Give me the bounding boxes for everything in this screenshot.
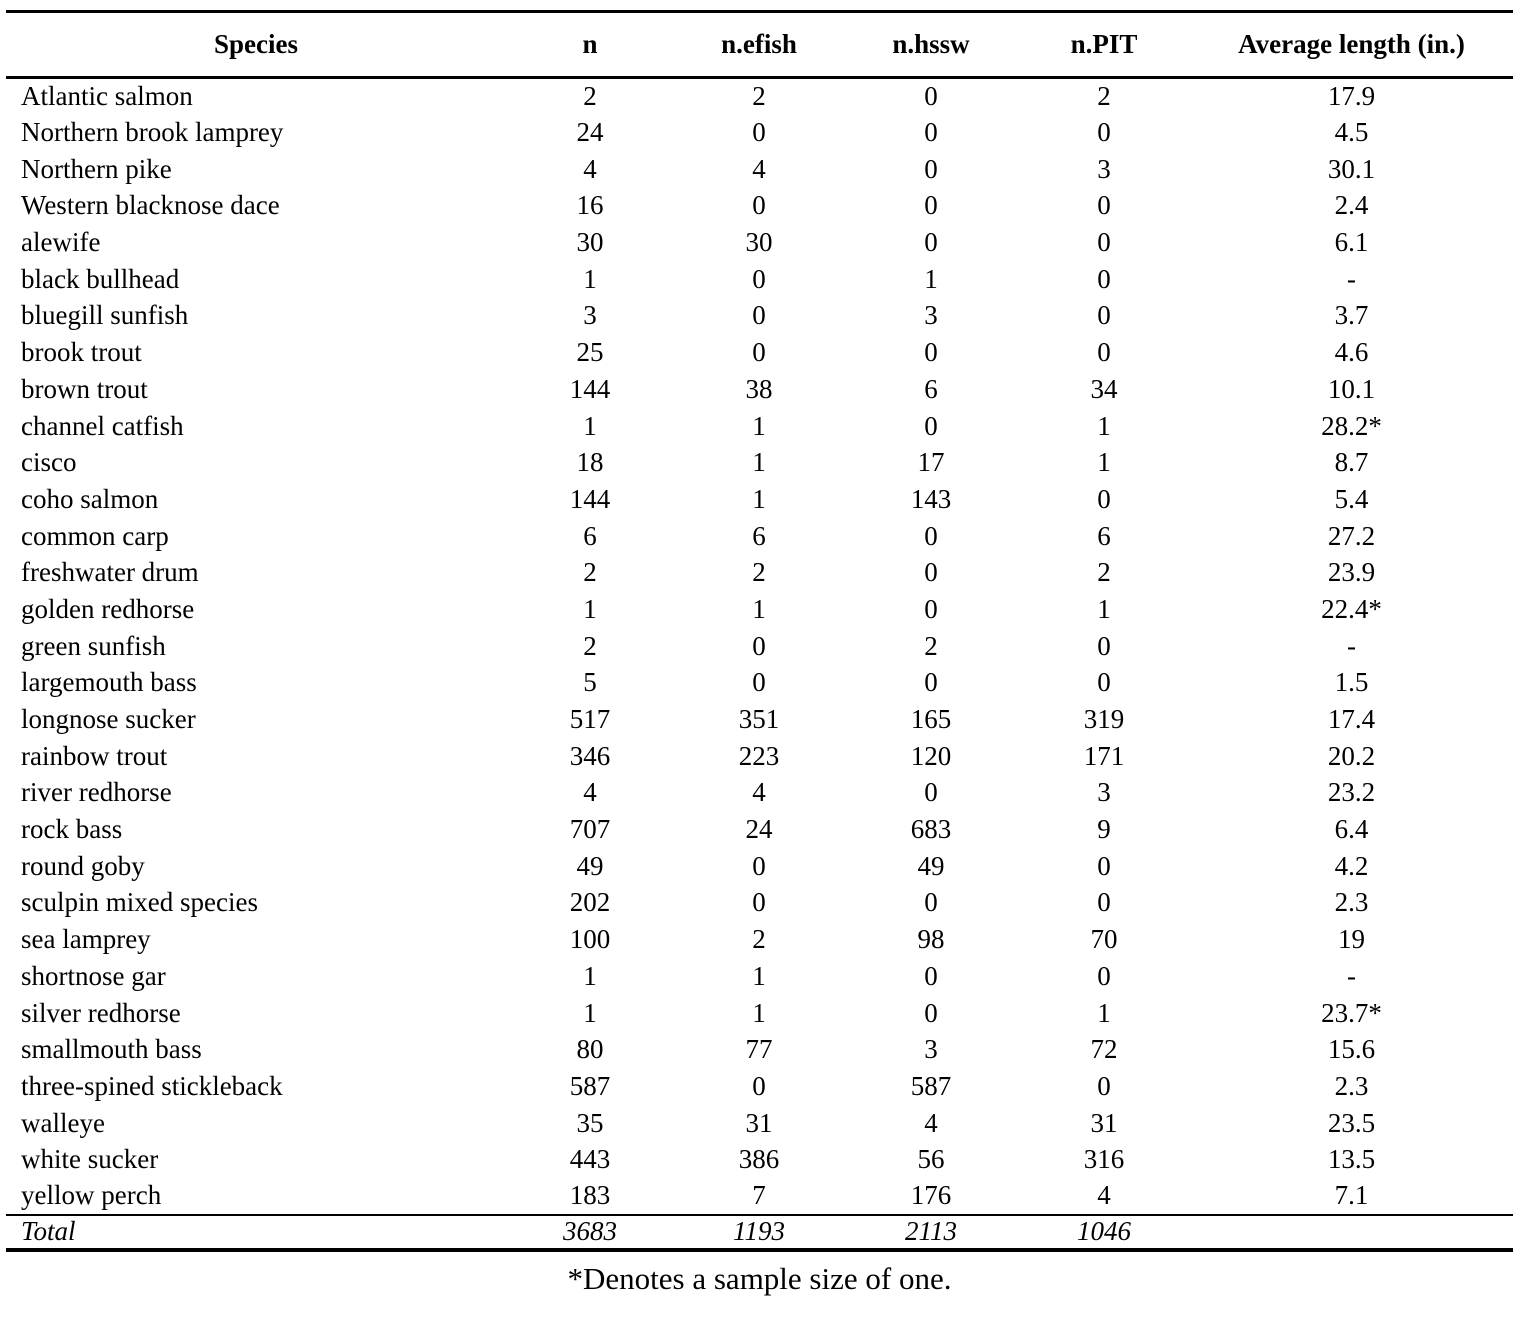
value-cell: 683 (910, 814, 952, 845)
table-row (6, 591, 1513, 628)
table-footnote: *Denotes a sample size of one. (567, 1260, 952, 1296)
value-cell: 35 (576, 1107, 604, 1138)
value-cell: 316 (1083, 1144, 1125, 1175)
value-cell: 80 (576, 1034, 604, 1065)
table-row (6, 958, 1513, 995)
species-cell: Western blacknose dace (21, 190, 280, 221)
table-row (6, 114, 1513, 151)
value-cell: 22.4* (1321, 593, 1382, 624)
species-cell: silver redhorse (21, 997, 181, 1028)
value-cell: 6 (583, 520, 597, 551)
table-row (6, 701, 1513, 738)
value-cell: 0 (1097, 1070, 1111, 1101)
species-cell: brown trout (21, 373, 148, 404)
value-cell: 0 (752, 300, 766, 331)
value-cell: 1 (583, 263, 597, 294)
value-cell: 20.2 (1327, 740, 1376, 771)
value-cell: 2 (924, 630, 938, 661)
value-cell: 0 (1097, 300, 1111, 331)
value-cell: 2.4 (1334, 190, 1369, 221)
column-header-average-length-in: Average length (in.) (1190, 12, 1513, 78)
value-cell: 2 (1097, 557, 1111, 588)
value-cell: 77 (745, 1034, 773, 1065)
value-cell: 30.1 (1327, 153, 1376, 184)
value-cell: 0 (924, 887, 938, 918)
value-cell: 587 (910, 1070, 952, 1101)
value-cell: 0 (924, 777, 938, 808)
value-cell: 27.2 (1327, 520, 1376, 551)
value-cell: 0 (1097, 227, 1111, 258)
species-cell: brook trout (21, 337, 142, 368)
table-header (6, 12, 1513, 78)
table-row (6, 628, 1513, 665)
value-cell: 0 (1097, 337, 1111, 368)
value-cell: 144 (569, 483, 611, 514)
value-cell: 4 (1097, 1180, 1111, 1211)
value-cell: 0 (1097, 483, 1111, 514)
value-cell: 3 (924, 300, 938, 331)
value-cell: 0 (924, 667, 938, 698)
value-cell: - (1347, 960, 1356, 991)
value-cell: 31 (745, 1107, 773, 1138)
table-row (6, 298, 1513, 335)
value-cell: - (1347, 630, 1356, 661)
value-cell: 0 (752, 850, 766, 881)
value-cell: 0 (924, 557, 938, 588)
value-cell: 70 (1090, 924, 1118, 955)
value-cell: 0 (924, 593, 938, 624)
species-cell: yellow perch (21, 1180, 162, 1211)
value-cell: 0 (752, 667, 766, 698)
value-cell: 34 (1090, 373, 1118, 404)
value-cell: 1 (1097, 447, 1111, 478)
total-value-cell: 1046 (1018, 1215, 1190, 1250)
value-cell: 1 (583, 593, 597, 624)
value-cell: 3 (924, 1034, 938, 1065)
value-cell: 6.4 (1334, 814, 1369, 845)
value-cell: 9 (1097, 814, 1111, 845)
value-cell: 6 (1097, 520, 1111, 551)
value-cell: 2 (583, 630, 597, 661)
value-cell: 1.5 (1334, 667, 1369, 698)
column-header-species: Species (6, 12, 506, 78)
value-cell: 2.3 (1334, 887, 1369, 918)
value-cell: 100 (569, 924, 611, 955)
value-cell: 202 (569, 887, 611, 918)
table-row (6, 885, 1513, 922)
species-cell: sculpin mixed species (21, 887, 258, 918)
value-cell: 1 (583, 997, 597, 1028)
value-cell: 1 (1097, 997, 1111, 1028)
species-cell: green sunfish (21, 630, 166, 661)
species-cell: white sucker (21, 1144, 159, 1175)
value-cell: 17.9 (1327, 81, 1376, 112)
header-row (6, 12, 1513, 78)
species-cell: channel catfish (21, 410, 184, 441)
table-row (6, 848, 1513, 885)
species-cell: Atlantic salmon (21, 81, 193, 112)
total-value-cell: 1193 (674, 1215, 844, 1250)
value-cell: 0 (924, 81, 938, 112)
value-cell: 1 (752, 593, 766, 624)
table-row (6, 1031, 1513, 1068)
species-cell: three-spined stickleback (21, 1070, 283, 1101)
species-cell: sea lamprey (21, 924, 151, 955)
table-row (6, 261, 1513, 298)
table-row (6, 1141, 1513, 1178)
value-cell: 10.1 (1327, 373, 1376, 404)
value-cell: 23.5 (1327, 1107, 1376, 1138)
total-label-cell: Total (6, 1215, 506, 1250)
value-cell: 1 (924, 263, 938, 294)
value-cell: 351 (738, 704, 780, 735)
value-cell: 23.2 (1327, 777, 1376, 808)
value-cell: 0 (924, 337, 938, 368)
value-cell: 165 (910, 704, 952, 735)
table-row (6, 188, 1513, 225)
value-cell: 3.7 (1334, 300, 1369, 331)
species-cell: freshwater drum (21, 557, 199, 588)
value-cell: 0 (1097, 850, 1111, 881)
species-cell: bluegill sunfish (21, 300, 189, 331)
species-cell: round goby (21, 850, 145, 881)
value-cell: 0 (752, 630, 766, 661)
value-cell: 0 (752, 1070, 766, 1101)
table-row (6, 371, 1513, 408)
value-cell: 4 (583, 153, 597, 184)
value-cell: 707 (569, 814, 611, 845)
species-cell: river redhorse (21, 777, 172, 808)
table-row (6, 1178, 1513, 1215)
total-value-cell (1190, 1215, 1513, 1250)
species-cell: Northern pike (21, 153, 172, 184)
species-cell: Northern brook lamprey (21, 117, 284, 148)
value-cell: 24 (745, 814, 773, 845)
species-cell: smallmouth bass (21, 1034, 202, 1065)
species-catch-summary-table (6, 10, 1513, 1252)
value-cell: 587 (569, 1070, 611, 1101)
species-cell: rainbow trout (21, 740, 168, 771)
value-cell: 30 (745, 227, 773, 258)
value-cell: 517 (569, 704, 611, 735)
value-cell: 31 (1090, 1107, 1118, 1138)
value-cell: 2 (752, 81, 766, 112)
table-row (6, 518, 1513, 555)
value-cell: 23.7* (1321, 997, 1382, 1028)
species-cell: alewife (21, 227, 101, 258)
table-row (6, 995, 1513, 1032)
value-cell: 1 (583, 960, 597, 991)
species-cell: golden redhorse (21, 593, 195, 624)
table-row (6, 738, 1513, 775)
value-cell: 2 (752, 557, 766, 588)
value-cell: 0 (924, 227, 938, 258)
table-row (6, 811, 1513, 848)
value-cell: 49 (576, 850, 604, 881)
species-cell: black bullhead (21, 263, 180, 294)
species-cell: walleye (21, 1107, 105, 1138)
species-cell: shortnose gar (21, 960, 166, 991)
value-cell: 25 (576, 337, 604, 368)
table-body (6, 78, 1513, 1215)
value-cell: 24 (576, 117, 604, 148)
value-cell: 3 (583, 300, 597, 331)
table-row (6, 334, 1513, 371)
value-cell: 386 (738, 1144, 780, 1175)
table-footer (6, 1215, 1513, 1250)
value-cell: 2 (752, 924, 766, 955)
value-cell: 223 (738, 740, 780, 771)
column-header-n-hssw: n.hssw (844, 12, 1018, 78)
value-cell: 0 (1097, 190, 1111, 221)
value-cell: 3 (1097, 777, 1111, 808)
value-cell: 0 (924, 960, 938, 991)
value-cell: 3 (1097, 153, 1111, 184)
value-cell: 1 (752, 960, 766, 991)
value-cell: 4 (924, 1107, 938, 1138)
value-cell: 120 (910, 740, 952, 771)
value-cell: 0 (1097, 117, 1111, 148)
value-cell: 2 (583, 81, 597, 112)
value-cell: 0 (752, 337, 766, 368)
value-cell: 1 (752, 410, 766, 441)
value-cell: 17 (917, 447, 945, 478)
value-cell: 5.4 (1334, 483, 1369, 514)
total-value-cell: 3683 (506, 1215, 674, 1250)
value-cell: 17.4 (1327, 704, 1376, 735)
value-cell: 0 (924, 117, 938, 148)
value-cell: 183 (569, 1180, 611, 1211)
total-row (6, 1215, 1513, 1250)
value-cell: 1 (583, 410, 597, 441)
value-cell: 0 (752, 263, 766, 294)
table-row (6, 1068, 1513, 1105)
table-row (6, 444, 1513, 481)
value-cell: 15.6 (1327, 1034, 1376, 1065)
value-cell: 4.5 (1334, 117, 1369, 148)
value-cell: 0 (924, 153, 938, 184)
column-header-n: n (506, 12, 674, 78)
value-cell: 4 (752, 153, 766, 184)
value-cell: 1 (752, 447, 766, 478)
table-row (6, 481, 1513, 518)
value-cell: 1 (1097, 410, 1111, 441)
column-header-n-efish: n.efish (674, 12, 844, 78)
table-row (6, 224, 1513, 261)
value-cell: 7 (752, 1180, 766, 1211)
table-row (6, 554, 1513, 591)
table-row (6, 408, 1513, 445)
value-cell: 0 (752, 117, 766, 148)
value-cell: 0 (752, 190, 766, 221)
value-cell: 4.2 (1334, 850, 1369, 881)
value-cell: 0 (1097, 630, 1111, 661)
value-cell: 0 (924, 190, 938, 221)
value-cell: 2.3 (1334, 1070, 1369, 1101)
value-cell: 38 (745, 373, 773, 404)
value-cell: 143 (910, 483, 952, 514)
value-cell: 28.2* (1321, 410, 1382, 441)
value-cell: 0 (1097, 667, 1111, 698)
value-cell: 19 (1338, 924, 1365, 955)
value-cell: 0 (752, 887, 766, 918)
table-row (6, 1105, 1513, 1142)
value-cell: 4 (752, 777, 766, 808)
value-cell: 1 (752, 483, 766, 514)
value-cell: 4 (583, 777, 597, 808)
species-cell: rock bass (21, 814, 123, 845)
value-cell: 0 (924, 410, 938, 441)
value-cell: 6.1 (1334, 227, 1369, 258)
value-cell: 1 (1097, 593, 1111, 624)
value-cell: 0 (924, 520, 938, 551)
value-cell: 176 (910, 1180, 952, 1211)
total-value-cell: 2113 (844, 1215, 1018, 1250)
table-row (6, 921, 1513, 958)
value-cell: 2 (1097, 81, 1111, 112)
table-row (6, 775, 1513, 812)
value-cell: 443 (569, 1144, 611, 1175)
value-cell: 23.9 (1327, 557, 1376, 588)
value-cell: 7.1 (1334, 1180, 1369, 1211)
value-cell: 18 (576, 447, 604, 478)
table-row (6, 151, 1513, 188)
column-header-n-pit: n.PIT (1018, 12, 1190, 78)
value-cell: 4.6 (1334, 337, 1369, 368)
value-cell: 6 (752, 520, 766, 551)
species-cell: coho salmon (21, 483, 159, 514)
value-cell: - (1347, 263, 1356, 294)
value-cell: 1 (752, 997, 766, 1028)
value-cell: 2 (583, 557, 597, 588)
table-row (6, 78, 1513, 115)
species-cell: longnose sucker (21, 704, 196, 735)
value-cell: 13.5 (1327, 1144, 1376, 1175)
value-cell: 346 (569, 740, 611, 771)
value-cell: 56 (917, 1144, 945, 1175)
table-row (6, 665, 1513, 702)
value-cell: 5 (583, 667, 597, 698)
value-cell: 144 (569, 373, 611, 404)
value-cell: 6 (924, 373, 938, 404)
value-cell: 0 (1097, 960, 1111, 991)
value-cell: 98 (917, 924, 945, 955)
species-cell: largemouth bass (21, 667, 197, 698)
value-cell: 8.7 (1334, 447, 1369, 478)
value-cell: 0 (1097, 263, 1111, 294)
value-cell: 0 (924, 997, 938, 1028)
species-cell: common carp (21, 520, 169, 551)
value-cell: 30 (576, 227, 604, 258)
value-cell: 319 (1083, 704, 1125, 735)
value-cell: 16 (576, 190, 604, 221)
value-cell: 72 (1090, 1034, 1118, 1065)
value-cell: 49 (917, 850, 945, 881)
value-cell: 0 (1097, 887, 1111, 918)
value-cell: 171 (1083, 740, 1125, 771)
species-cell: cisco (21, 447, 77, 478)
